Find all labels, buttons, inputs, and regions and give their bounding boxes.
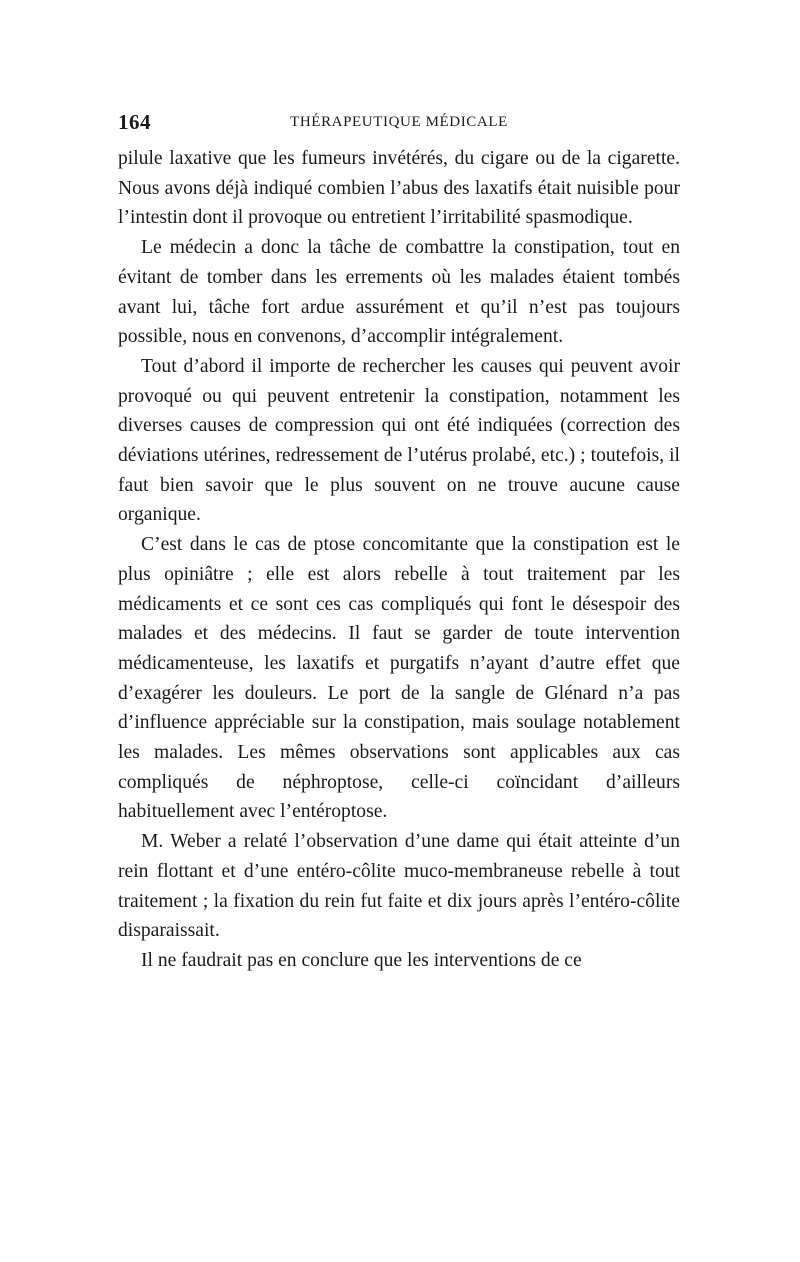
running-header xyxy=(118,110,680,140)
paragraph-ptosis: C’est dans le cas de ptose concomitante que la constipation est le plus opiniâtre ; elle est alors rebelle à tout traitement par les médicaments et ce sont ces cas compliqués qui font le désespoir des malades et des médecins. Il faut se garder de toute intervention médicamenteuse, les laxatifs et purgatifs n’ayant d’autre effet que d’exagérer les douleurs. Le port de la sangle de Glénard n’a pas d’influence appréciable sur la constipation, mais soulage notablement les malades. Les mêmes observations sont applicables aux cas compliqués de néphroptose, celle-ci coïncidant d’ailleurs habituellement avec l’entéroptose. xyxy=(118,534,680,823)
paragraph-causes: Tout d’abord il importe de rechercher les causes qui peuvent avoir provoqué ou qui peuvent entretenir la constipation, notamment les diverses causes de compression qui ont été indiquées (correction des déviations utérines, redressement de l’utérus prolabé, etc.) ; toutefois, il faut bien savoir que le plus souvent on ne trouve aucune cause organique. xyxy=(118,355,680,526)
body-text xyxy=(118,144,680,976)
paragraph-physician-task: Le médecin a donc la tâche de combattre la constipation, tout en évitant de tomber dans les errements où les malades étaient tombés avant lui, tâche fort ardue assurément et qu’il n’est pas toujours possible, nous en convenons, d’accomplir intégralement. xyxy=(118,237,680,348)
book-page xyxy=(118,110,680,976)
paragraph-continuation: pilule laxative que les fumeurs invétérés, du cigare ou de la cigarette. Nous avons déjà indiqué combien l’abus des laxatifs était nuisible pour l’intestin dont il provoque ou entretient l’irritabilité spasmodique. xyxy=(118,148,680,229)
paragraph-weber-observation: M. Weber a relaté l’observation d’une dame qui était atteinte d’un rein flottant et d’une entéro-côlite muco-membraneuse rebelle à tout traitement ; la fixation du rein fut faite et dix jours après l’entéro-côlite disparaissait. xyxy=(118,831,680,942)
paragraph-conclusion-start: Il ne faudrait pas en conclure que les interventions de ce xyxy=(141,949,582,971)
page-number: 164 xyxy=(118,110,151,134)
running-title: THÉRAPEUTIQUE MÉDICALE xyxy=(290,114,508,130)
